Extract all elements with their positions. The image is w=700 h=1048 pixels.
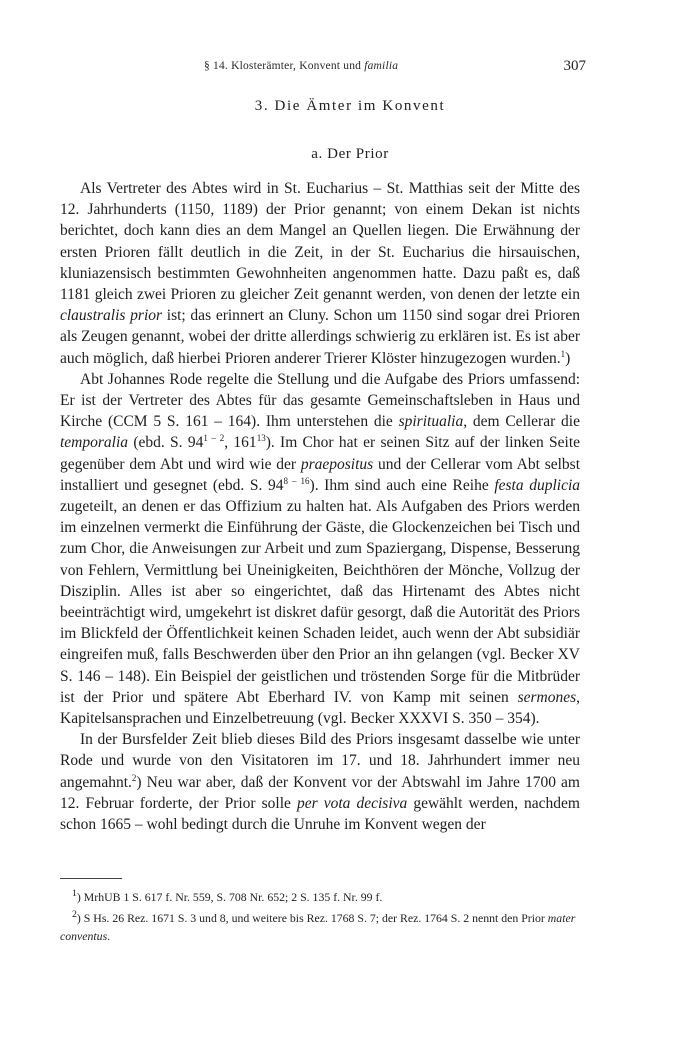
body-text xyxy=(60,178,580,835)
footnote-divider xyxy=(60,878,122,879)
section-title: 3. Die Ämter im Konvent xyxy=(254,98,446,114)
page-number: 307 xyxy=(563,58,586,74)
paragraph: In der Bursfelder Zeit blieb dieses Bild des Priors insgesamt dasselbe wie unter Rode und wurde von den Visitatoren im 17. und 18. Jahrhundert immer neu angemahnt.$^2$) Neu war aber, daß der Konvent vor der Abtswahl im Jahre 1700 am 12. Februar forderte, der Prior solle per vota decisiva gewählt werden, nachdem schon 1665 – wohl bedingt durch die Unruhe im Konvent wegen der xyxy=(60,731,580,834)
footnotes xyxy=(60,885,580,945)
footnote: $^1$) MrhUB 1 S. 617 f. Nr. 559, S. 708 Nr. 652; 2 S. 135 f. Nr. 99 f. xyxy=(72,888,383,904)
footnote: $^2$) S Hs. 26 Rez. 1671 S. 3 und 8, und weitere bis Rez. 1768 S. 7; der Rez. 1764 S. 2 nennt den Prior mater conventus. xyxy=(60,909,576,943)
paragraph: Als Vertreter des Abtes wird in St. Eucharius – St. Matthias seit der Mitte des 12. Jahrhunderts (1150, 1189) der Prior genannt; von einem Dekan ist nichts berichtet, doch kann dies an dem Mangel an Quellen liegen. Die Erwähnung der ersten Prioren fällt deutlich in die Zeit, in der St. Eucharius die hirsauischen, kluniazensisch bestimmten Gewohnheiten angenommen hatte. Dazu paßt es, daß 1181 gleich zwei Prioren zu gleicher Zeit genannt werden, von denen der letzte ein claustralis prior ist; das erinnert an Cluny. Schon um 1150 sind sogar drei Prioren als Zeugen genannt, wobei der dritte allerdings schwierig zu erklären ist. Es ist aber auch möglich, daß hierbei Prioren anderer Trierer Klöster hinzugezogen wurden.$^1$) xyxy=(60,180,580,367)
running-head xyxy=(0,58,700,78)
running-head-italic: familia xyxy=(364,60,399,72)
paragraph: Abt Johannes Rode regelte die Stellung und die Aufgabe des Priors umfassend: Er ist der Vertreter des Abtes für das gesamte Gemeinschaftsleben in Haus und Kirche (CCM 5 S. 161 – 164). Ihm unterstehen die spiritualia, dem Cellerar die temporalia (ebd. S. 94$^{1 - 2}$, $161^{13}$). Im Chor hat er seinen Sitz auf der linken Seite gegenüber dem Abt und wird wie der praepositus und der Cellerar vom Abt selbst installiert und gesegnet (ebd. S. 94$^{8 - 16}$). Ihm sind auch eine Reihe festa duplicia zugeteilt, an denen er das Offizium zu halten hat. Als Aufgaben des Priors werden im einzelnen vermerkt die Einführung der Gäste, die Glockenzeichen bei Tisch und zum Chor, die Anweisungen zur Arbeit und zum Spaziergang, Dispense, Besserung von Fehlern, Vermittlung bei Uneinigkeiten, Beichthören der Mönche, Vollzug der Disziplin. Alles ist aber so eingerichtet, daß das Hirtenamt des Abtes nicht beeinträchtigt wird, umgekehrt ist diskret dafür gesorgt, daß die Autorität des Priors im Blickfeld der Öffentlichkeit keinen Schaden leidet, auch wenn der Abt subsidiär eingreifen muß, falls Beschwerden über den Prior an ihn gelangen (vgl. Becker XV S. 146 – 148). Ein Beispiel der geistlichen und tröstenden Sorge für die Mitbrüder ist der Prior und spätere Abt Eberhard IV. von Kamp mit seinen sermones, Kapitelsansprachen und Einzelbetreuung (vgl. Becker XXXVI S. 350 – 354). xyxy=(60,370,581,728)
running-head-title: § 14. Klosterämter, Konvent und familia xyxy=(204,60,399,72)
subsection-title: a. Der Prior xyxy=(311,146,389,162)
